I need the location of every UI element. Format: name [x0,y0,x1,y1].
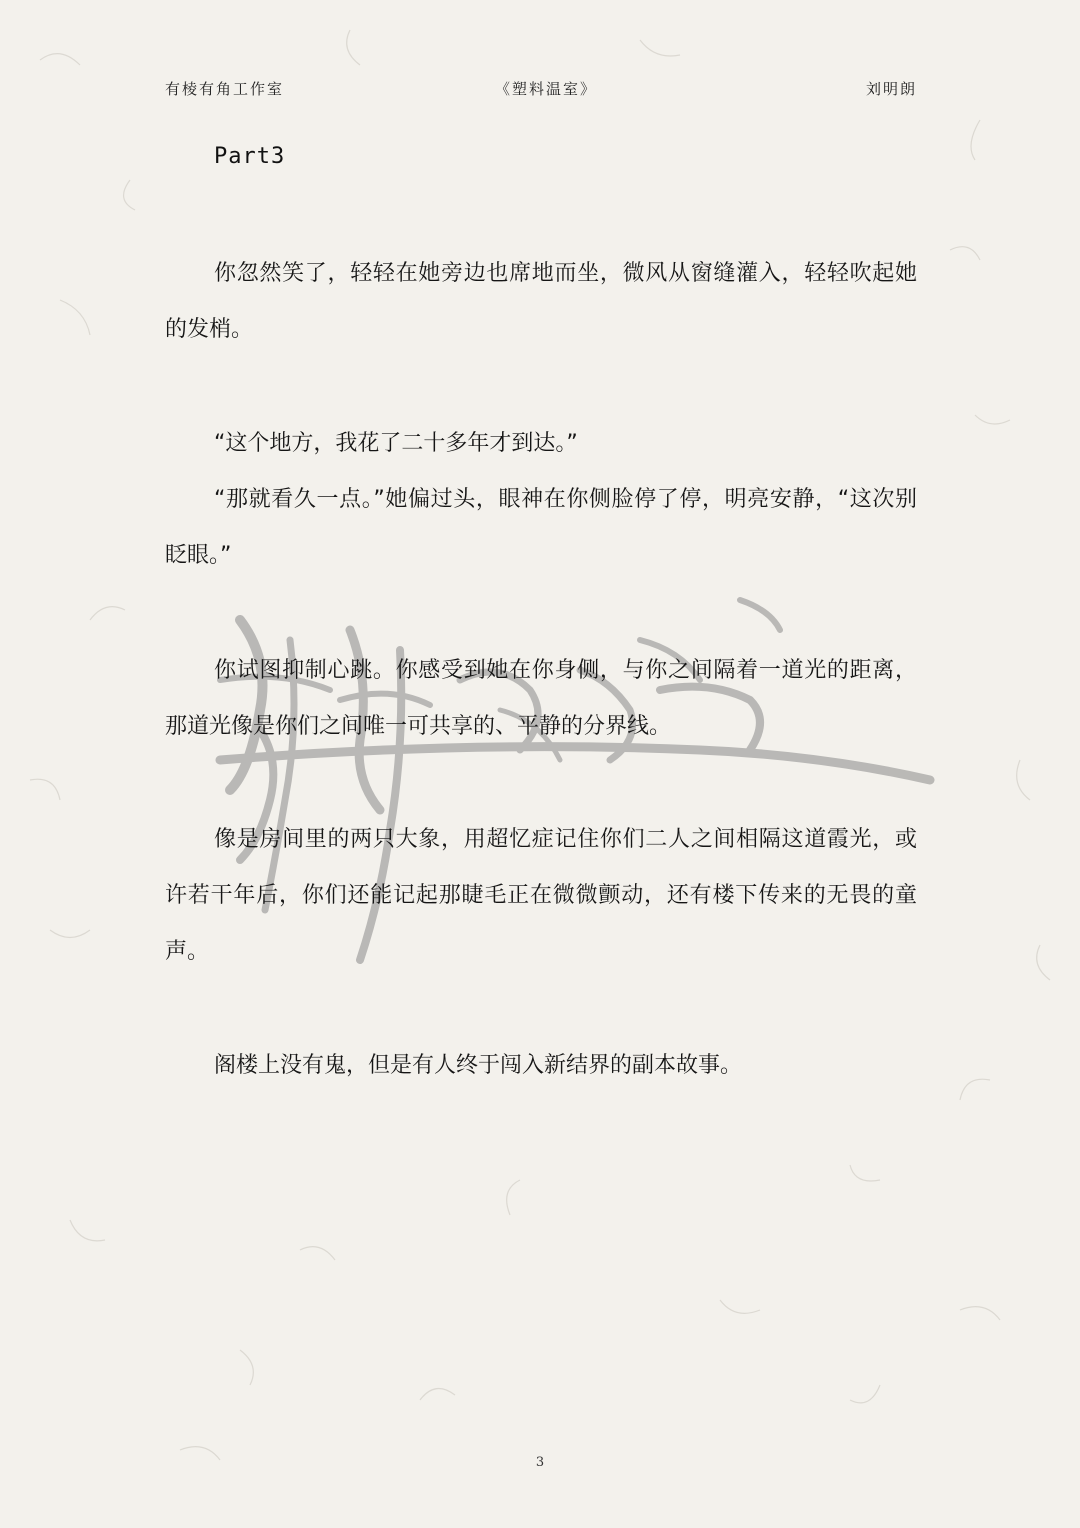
paragraph: 你试图抑制心跳。你感受到她在你身侧，与你之间隔着一道光的距离，那道光像是你们之间唯一可共享的、平静的分界线。 [165,658,917,739]
header-studio-name: 有棱有角工作室 [165,80,285,98]
header-book-title: 《塑料温室》 [495,80,598,98]
paragraph: “这个地方，我花了二十多年才到达。” [214,431,578,456]
running-header [165,78,917,104]
paragraph: 像是房间里的两只大象，用超忆症记住你们二人之间相隔这道霞光，或许若干年后，你们还能记起那睫毛正在微微颤动，还有楼下传来的无畏的童声。 [165,827,917,964]
paragraph: “那就看久一点。”她偏过头，眼神在你侧脸停了停，明亮安静，“这次别眨眼。” [165,487,917,568]
paragraph: 阁楼上没有鬼，但是有人终于闯入新结界的副本故事。 [214,1053,743,1078]
header-author: 刘明朗 [865,80,917,98]
section-heading: Part3 [214,144,286,169]
page-number: 3 [535,1455,545,1470]
paragraph: 你忽然笑了，轻轻在她旁边也席地而坐，微风从窗缝灌入，轻轻吹起她的发梢。 [165,261,917,342]
